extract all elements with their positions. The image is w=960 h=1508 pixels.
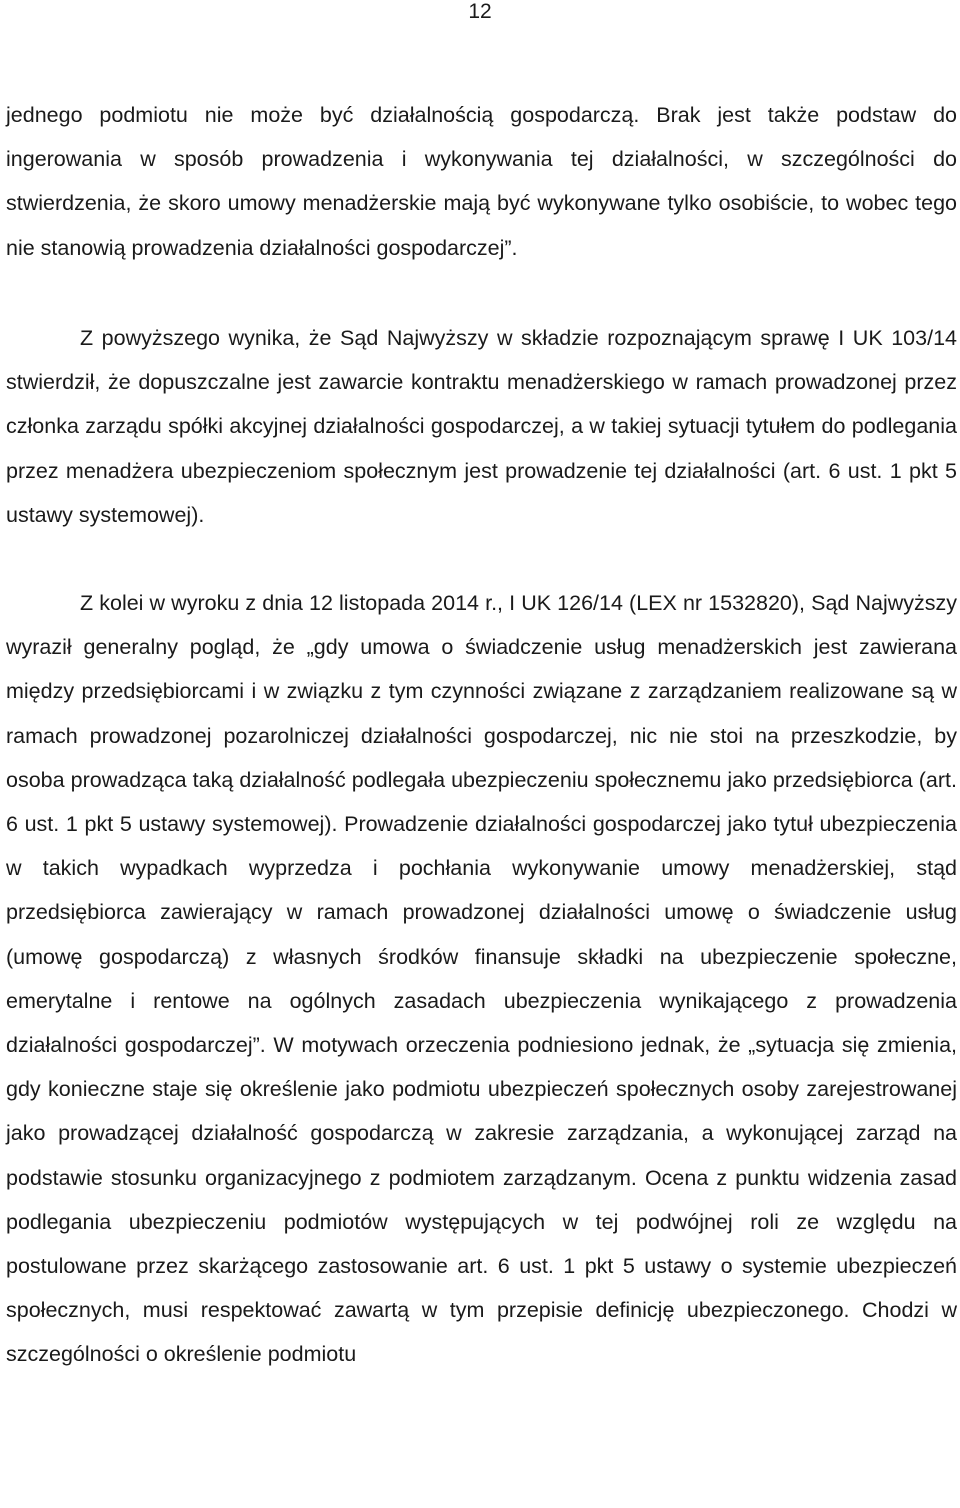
page-number: 12 [468, 0, 492, 23]
paragraph-continuation: jednego podmiotu nie może być działalnością gospodarczą. Brak jest także podstaw do ingerowania w sposób prowadzenia i wykonywania tej działalności, w szczególności do stwierdzenia, że skoro umowy menadżerskie mają być wykonywane tylko osobiście, to wobec tego nie stanowią prowadzenia działalności gospodarczej”. [6, 103, 957, 260]
paragraph-supreme-court-conclusion: Z powyższego wynika, że Sąd Najwyższy w składzie rozpoznającym sprawę I UK 103/14 stwierdził, że dopuszczalne jest zawarcie kontraktu menadżerskiego w ramach prowadzonej przez członka zarządu spółki akcyjnej działalności gospodarczej, a w takiej sytuacji tytułem do podlegania przez menadżera ubezpieczeniom społecznym jest prowadzenie tej działalności (art. 6 ust. 1 pkt 5 ustawy systemowej). [6, 326, 957, 527]
paragraph-judgment-quote: Z kolei w wyroku z dnia 12 listopada 2014 r., I UK 126/14 (LEX nr 1532820), Sąd Najwyższy wyraził generalny pogląd, że „gdy umowa o świadczenie usług menadżerskich jest zawierana między przedsiębiorcami i w związku z tym czynności związane z zarządzaniem realizowane są w ramach prowadzonej pozarolniczej działalności gospodarczej, nic nie stoi na przeszkodzie, by osoba prowadząca taką działalność podlegała ubezpieczeniu społecznemu jako przedsiębiorca (art. 6 ust. 1 pkt 5 ustawy systemowej). Prowadzenie działalności gospodarczej jako tytuł ubezpieczenia w takich wypadkach wyprzedza i pochłania wykonywanie umowy menadżerskiej, stąd przedsiębiorca zawierający w ramach prowadzonej działalności umowę o świadczenie usług (umowę gospodarczą) z własnych środków finansuje składki na ubezpieczenie społeczne, emerytalne i rentowe na ogólnych zasadach ubezpieczenia wynikającego z prowadzenia działalności gospodarczej”. W motywach orzeczenia podniesiono jednak, że „sytuacja się zmienia, gdy konieczne staje się określenie jako podmiotu ubezpieczeń społecznych osoby zarejestrowanej jako prowadzącej działalność gospodarczą w zakresie zarządzania, a wykonującej zarząd na podstawie stosunku organizacyjnego z podmiotem zarządzanym. Ocena z punktu widzenia zasad podlegania ubezpieczeniu podmiotów występujących w tej podwójnej roli ze względu na postulowane przez skarżącego zastosowanie art. 6 ust. 1 pkt 5 ustawy o systemie ubezpieczeń społecznych, musi respektować zawartą w tym przepisie definicję ubezpieczonego. Chodzi w szczególności o określenie podmiotu [6, 591, 957, 1367]
